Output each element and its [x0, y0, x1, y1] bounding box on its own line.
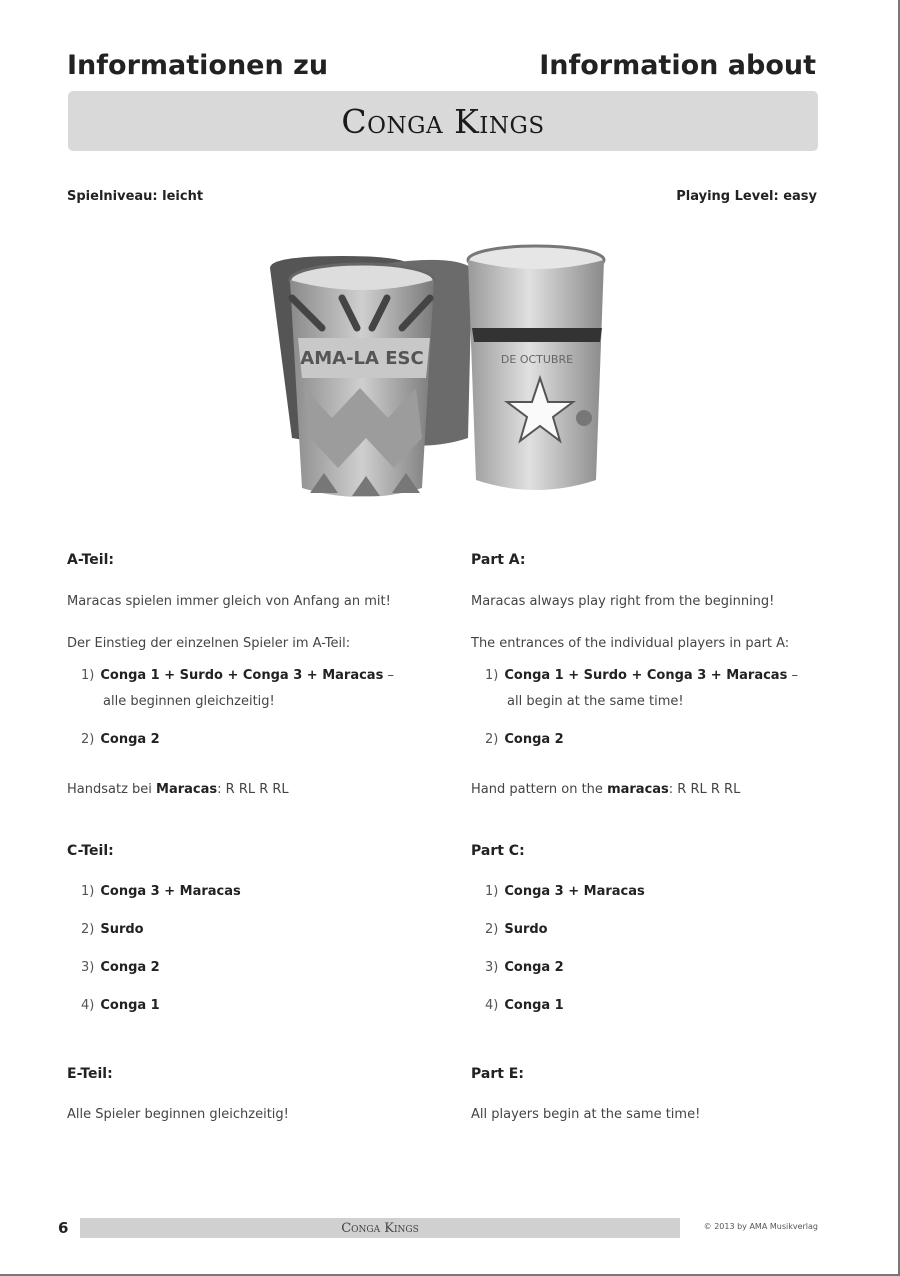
hand-pattern-de: Handsatz bei Maracas: R RL R RL: [67, 782, 289, 797]
part-a-line1-de: Maracas spielen immer gleich von Anfang an mit!: [67, 594, 391, 609]
playing-level-english: Playing Level: easy: [676, 189, 817, 204]
part-e-line-en: All players begin at the same time!: [471, 1107, 701, 1122]
part-c-item2-de: 2) Surdo: [81, 922, 144, 937]
header-german: Informationen zu: [67, 50, 329, 81]
part-c-heading-en: Part C:: [471, 843, 525, 859]
part-c-item1-de: 1) Conga 3 + Maracas: [81, 884, 241, 899]
front-drum-left: [290, 264, 434, 497]
part-a-heading-en: Part A:: [471, 552, 526, 568]
svg-text:DE OCTUBRE: DE OCTUBRE: [500, 353, 574, 366]
title-banner: [68, 91, 818, 151]
page-number: 6: [58, 1219, 69, 1237]
header-english: Information about: [539, 50, 816, 81]
part-a-item1-cont-de: alle beginnen gleichzeitig!: [103, 694, 275, 709]
part-e-heading-de: E-Teil:: [67, 1066, 113, 1082]
part-e-heading-en: Part E:: [471, 1066, 524, 1082]
part-a-item1-cont-en: all begin at the same time!: [507, 694, 684, 709]
page-title: Conga Kings: [341, 101, 545, 141]
part-c-item3-en: 3) Conga 2: [485, 960, 564, 975]
svg-text:AMA-LA ESC: AMA-LA ESC: [300, 348, 424, 369]
part-a-heading-de: A-Teil:: [67, 552, 114, 568]
part-c-heading-de: C-Teil:: [67, 843, 114, 859]
part-a-line1-en: Maracas always play right from the beginning!: [471, 594, 775, 609]
part-a-item1-en: 1) Conga 1 + Surdo + Conga 3 + Maracas –: [485, 668, 798, 683]
playing-level-german: Spielniveau: leicht: [67, 189, 204, 204]
part-c-item2-en: 2) Surdo: [485, 922, 548, 937]
part-e-line-de: Alle Spieler beginnen gleichzeitig!: [67, 1107, 289, 1122]
part-c-item4-de: 4) Conga 1: [81, 998, 160, 1013]
part-c-item1-en: 1) Conga 3 + Maracas: [485, 884, 645, 899]
part-a-item2-de: 2) Conga 2: [81, 732, 160, 747]
footer-banner: [80, 1218, 680, 1238]
hand-pattern-en: Hand pattern on the maracas: R RL R RL: [471, 782, 741, 797]
part-a-line2-de: Der Einstieg der einzelnen Spieler im A-Teil:: [67, 636, 351, 651]
part-c-item4-en: 4) Conga 1: [485, 998, 564, 1013]
part-c-item3-de: 3) Conga 2: [81, 960, 160, 975]
copyright-notice: © 2013 by AMA Musikverlag: [703, 1222, 818, 1231]
part-a-line2-en: The entrances of the individual players in part A:: [471, 636, 790, 651]
part-a-item1-de: 1) Conga 1 + Surdo + Conga 3 + Maracas –: [81, 668, 394, 683]
part-a-item2-en: 2) Conga 2: [485, 732, 564, 747]
footer-title: Conga Kings: [341, 1220, 419, 1236]
conga-drums-image: [262, 238, 622, 506]
front-drum-right: [468, 246, 604, 490]
